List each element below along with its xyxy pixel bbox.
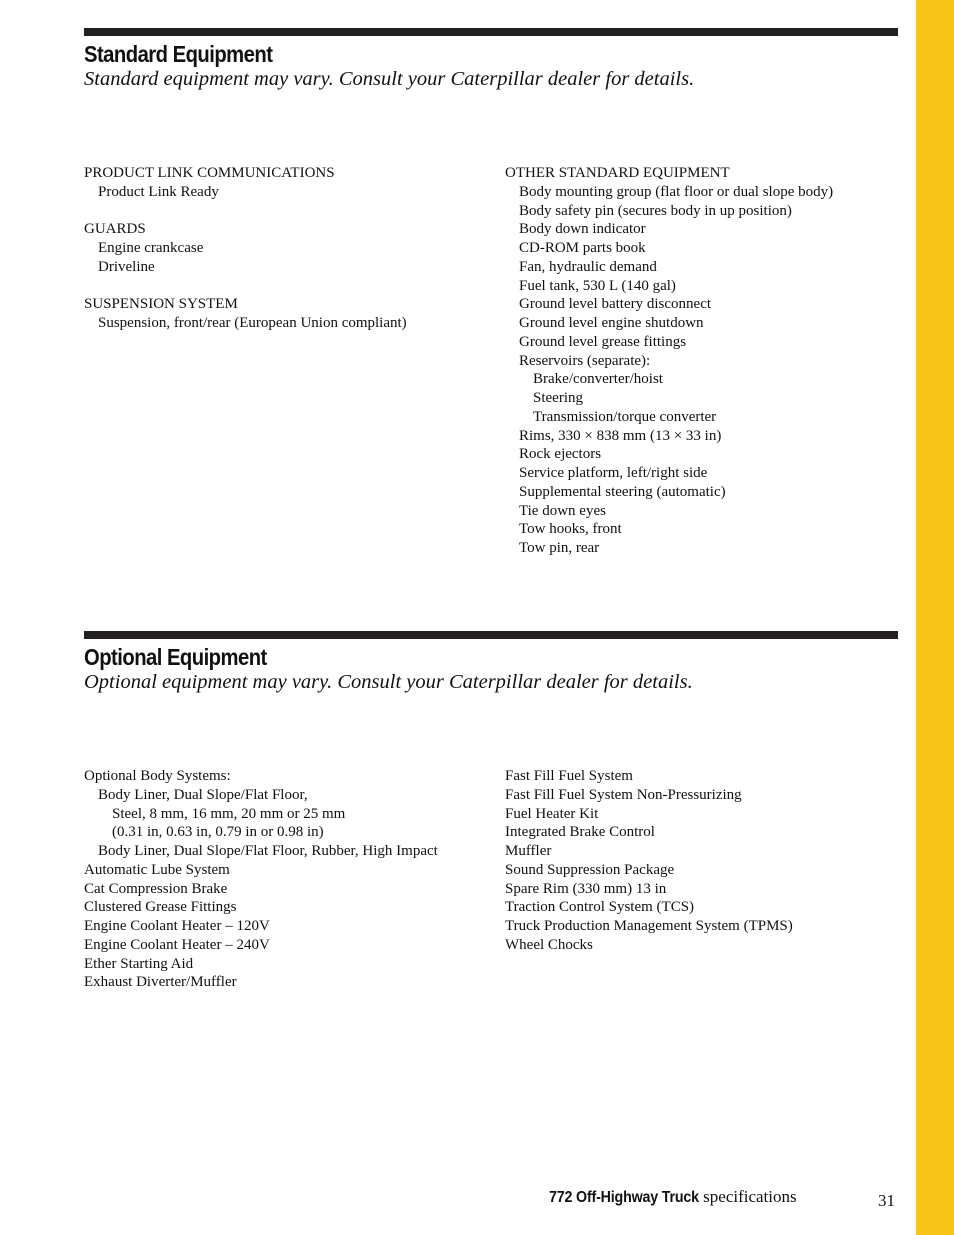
standard-left-heading-item: SUSPENSION SYSTEM	[84, 296, 238, 313]
standard-right-list-item: Service platform, left/right side	[519, 465, 708, 481]
standard-left-list-item: Product Link Ready	[98, 183, 219, 200]
page-number: 31	[878, 1191, 895, 1210]
optional-left-heading-item: Optional Body Systems:	[84, 768, 231, 784]
standard-right-list-item: Supplemental steering (automatic)	[519, 483, 726, 500]
optional-section-rule	[84, 631, 898, 639]
optional-right-heading-item: Fast Fill Fuel System	[505, 768, 633, 784]
standard-left-list-item: Suspension, front/rear (European Union compliant)	[98, 315, 407, 331]
optional-left-list-item: Steel, 8 mm, 16 mm, 20 mm or 25 mm	[112, 805, 346, 822]
optional-left-heading-item: Clustered Grease Fittings	[84, 899, 237, 916]
standard-right-list-item: Steering	[533, 390, 583, 406]
standard-equipment-subtitle: Standard equipment may vary. Consult your Caterpillar dealer for details.	[84, 68, 695, 90]
optional-right-heading-item: Sound Suppression Package	[505, 861, 675, 878]
optional-left-heading-item: Automatic Lube System	[84, 861, 230, 878]
optional-left-list-item: Body Liner, Dual Slope/Flat Floor,	[98, 786, 308, 803]
standard-right-list-item: Ground level engine shutdown	[519, 315, 704, 331]
optional-left-heading-item: Exhaust Diverter/Muffler	[84, 974, 237, 991]
standard-right-list-item: Rims, 330 × 838 mm (13 × 33 in)	[519, 427, 722, 444]
standard-left-list-item: Engine crankcase	[98, 240, 204, 256]
standard-left-heading-item: PRODUCT LINK COMMUNICATIONS	[84, 165, 335, 181]
footer-title	[536, 1187, 797, 1207]
standard-right-list-item: Brake/converter/hoist	[533, 371, 663, 388]
standard-right-list-item: Body down indicator	[519, 221, 646, 238]
optional-left-list-item: Body Liner, Dual Slope/Flat Floor, Rubber, High Impact	[98, 843, 438, 859]
standard-right-list-item: Tow hooks, front	[519, 521, 622, 538]
optional-right-heading-item: Traction Control System (TCS)	[505, 899, 695, 916]
standard-right-list-item: Ground level battery disconnect	[519, 296, 712, 313]
optional-left-column	[84, 767, 438, 992]
optional-left-heading-item: Engine Coolant Heater – 240V	[84, 936, 270, 953]
standard-right-list-item: Tow pin, rear	[519, 540, 600, 556]
footer-suffix: specifications	[703, 1187, 797, 1206]
optional-right-heading-item: Fuel Heater Kit	[505, 805, 599, 822]
standard-right-list-item: CD-ROM parts book	[519, 240, 646, 256]
standard-equipment-heading: Standard Equipment	[84, 41, 273, 67]
optional-equipment-subtitle: Optional equipment may vary. Consult your Caterpillar dealer for details.	[84, 671, 693, 693]
footer-model: 772 Off-Highway Truck	[549, 1189, 699, 1206]
standard-left-list-item: Driveline	[98, 258, 155, 275]
optional-left-heading-item: Engine Coolant Heater – 120V	[84, 918, 270, 934]
optional-left-heading-item: Ether Starting Aid	[84, 955, 194, 972]
standard-right-list-item: Rock ejectors	[519, 446, 602, 463]
optional-equipment-heading: Optional Equipment	[84, 644, 267, 670]
standard-left-heading-item: GUARDS	[84, 221, 146, 238]
optional-right-heading-item: Truck Production Management System (TPMS)	[505, 918, 793, 934]
optional-right-heading-item: Integrated Brake Control	[505, 824, 655, 841]
optional-left-heading-item: Cat Compression Brake	[84, 880, 228, 897]
yellow-side-bar	[916, 0, 954, 1235]
list-gap	[84, 277, 407, 296]
optional-right-heading-item: Muffler	[505, 843, 552, 859]
list-gap	[84, 202, 407, 221]
optional-right-heading-item: Fast Fill Fuel System Non-Pressurizing	[505, 786, 742, 803]
optional-left-list-item: (0.31 in, 0.63 in, 0.79 in or 0.98 in)	[112, 824, 324, 841]
standard-right-list-item: Tie down eyes	[519, 502, 606, 519]
optional-right-column	[505, 767, 793, 955]
optional-right-heading-item: Wheel Chocks	[505, 936, 593, 953]
standard-right-list-item: Fan, hydraulic demand	[519, 258, 657, 275]
standard-left-column	[84, 164, 407, 333]
standard-right-list-item: Body safety pin (secures body in up position)	[519, 202, 792, 219]
standard-right-list-item: Fuel tank, 530 L (140 gal)	[519, 277, 676, 294]
standard-right-list-item: Transmission/torque converter	[533, 408, 717, 425]
standard-right-heading-item: OTHER STANDARD EQUIPMENT	[505, 165, 730, 181]
standard-right-list-item: Ground level grease fittings	[519, 333, 687, 350]
standard-right-column	[505, 164, 833, 558]
standard-section-rule	[84, 28, 898, 36]
standard-right-list-item: Reservoirs (separate):	[519, 352, 651, 369]
optional-right-heading-item: Spare Rim (330 mm) 13 in	[505, 880, 667, 897]
standard-right-list-item: Body mounting group (flat floor or dual slope body)	[519, 183, 834, 200]
